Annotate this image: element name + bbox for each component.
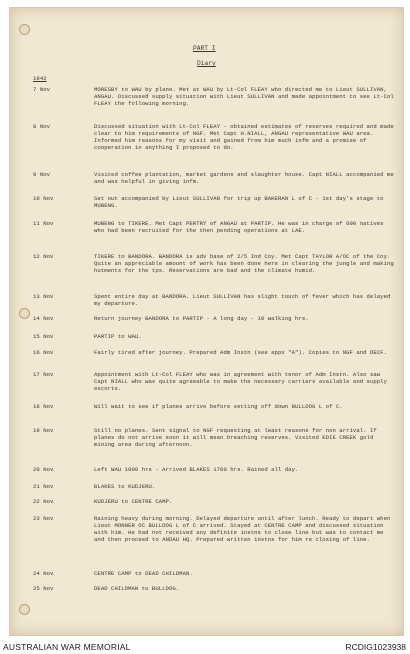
entry-text: MUBENG to TIKERE. Met Capt PERTRY of ANGAU at PARTIP. He was in charge of 600 natives who had been recruited for the then pending operations at LAE. (94, 220, 384, 234)
entry-text: DEAD CHILDMAN to BULLDOG. (94, 585, 180, 592)
punch-hole (19, 308, 30, 319)
entry-text: Discussed situation with Lt-Col FLEAY - obtained estimates of reserves required and made clear to him requirements of NGF. Met Capt H.NIALL, ANGAU representative WAU area. Informed him reasons for my visit and gained from him much infm and a promise of cooperation in anything I proposed to do. (94, 123, 394, 151)
entry-text: Visited coffee plantation, market gardens and slaughter house. Capt NIALL accompanied me and was helpful in giving infm. (94, 171, 394, 185)
entry-date: 23 Nov (33, 515, 54, 522)
entry-text: Will wait to see if planes arrive before setting off down BULLDOG L of C. (94, 403, 343, 410)
entry-text: Set out accompanied by Lieut SULLIVAN for trip up BAKERAN L of C - 1st day's stage to MUBENG. (94, 195, 384, 209)
punch-hole (19, 24, 30, 35)
entry-date: 13 Nov (33, 293, 54, 300)
entry-date: 16 Nov (33, 349, 54, 356)
part-heading: PART I (193, 45, 216, 52)
entry-date: 14 Nov (33, 315, 54, 322)
entry-text: Raining heavy during morning. Delayed departure until after lunch. Ready to depart when Lieut MONNER OC BULLDOG L of C arrived. Stayed at CENTRE CAMP and discussed situation with him. He had not received any definite instns to close line but was to contact me and then proceed to ANDAU HQ. Prepared written instns for him re closing of line. (94, 515, 391, 543)
section-heading: Diary (197, 60, 216, 67)
footer-id: RCDIG1023938 (345, 642, 406, 652)
footer-source: AUSTRALIAN WAR MEMORIAL (3, 642, 131, 652)
entry-date: 24 Nov (33, 570, 54, 577)
entry-text: Fairly tired after journey. Prepared Adm Instn (see appx "A"). Copies to NGF and DECF. (94, 349, 387, 356)
entry-text: MORESBY to WAU by plane. Met at WAU by Lt-Col FLEAY who directed me to Lieut SULLIVAN, ANGAU. Discussed supply situation with Lieut SULLIVAN and made appointment to see Lt-Col FLEAY the following morning. (94, 86, 394, 107)
entry-date: 9 Nov (33, 171, 51, 178)
entry-date: 10 Nov (33, 195, 54, 202)
entry-text: Appointment with Lt-Col FLEAY who was in agreement with tenor of Adm Instn. Also saw Capt NIALL who was quite agreeable to make the necessary carriers available and supply escorts. (94, 371, 387, 392)
entry-date: 8 Nov (33, 123, 51, 130)
year-label: 1942 (33, 75, 47, 82)
entry-text: Still no planes. Sent signal to NGF requesting at least reasons for non arrival. If planes do not arrive soon it will mean breaching reserves. Visited EDIE CREEK gold mining area during afternoon. (94, 427, 377, 448)
entry-text: TIKERE to BANDORA. BANDORA is adv base of 2/5 Ind Coy. Met Capt TAYLOR A/OC of the Coy. Quite an appreciable amount of work has been done here in clearing the jungle and making hutments for the tps. Reservations are bad and the climate humid. (94, 253, 394, 274)
entry-date: 19 Nov (33, 427, 54, 434)
entry-date: 21 Nov (33, 483, 54, 490)
entry-date: 12 Nov (33, 253, 54, 260)
footer (0, 637, 410, 654)
entry-date: 7 Nov (33, 86, 51, 93)
entry-date: 25 Nov (33, 585, 54, 592)
entry-date: 17 Nov (33, 371, 54, 378)
entry-date: 11 Nov (33, 220, 54, 227)
document-page (9, 7, 404, 636)
entry-date: 18 Nov (33, 403, 54, 410)
entry-text: Return journey BANDORA to PARTIP - A long day - 10 walking hrs. (94, 315, 309, 322)
entry-date: 20 Nov (33, 466, 54, 473)
entry-text: PARTIP to WAU. (94, 333, 142, 340)
entry-text: KUDJERU to CENTRE CAMP. (94, 498, 173, 505)
punch-hole (19, 604, 30, 615)
entry-text: Spent entire day at BANDORA. Lieut SULLIVAN has slight touch of fever which has delayed my departure. (94, 293, 391, 307)
entry-text: CENTRE CAMP to DEAD CHILDMAN. (94, 570, 193, 577)
entry-date: 22 Nov (33, 498, 54, 505)
entry-text: Left WAU 1000 hrs - Arrived BLAKES 1700 hrs. Rained all day. (94, 466, 299, 473)
entry-text: BLAKES to KUDJERU. (94, 483, 156, 490)
entry-date: 15 Nov (33, 333, 54, 340)
